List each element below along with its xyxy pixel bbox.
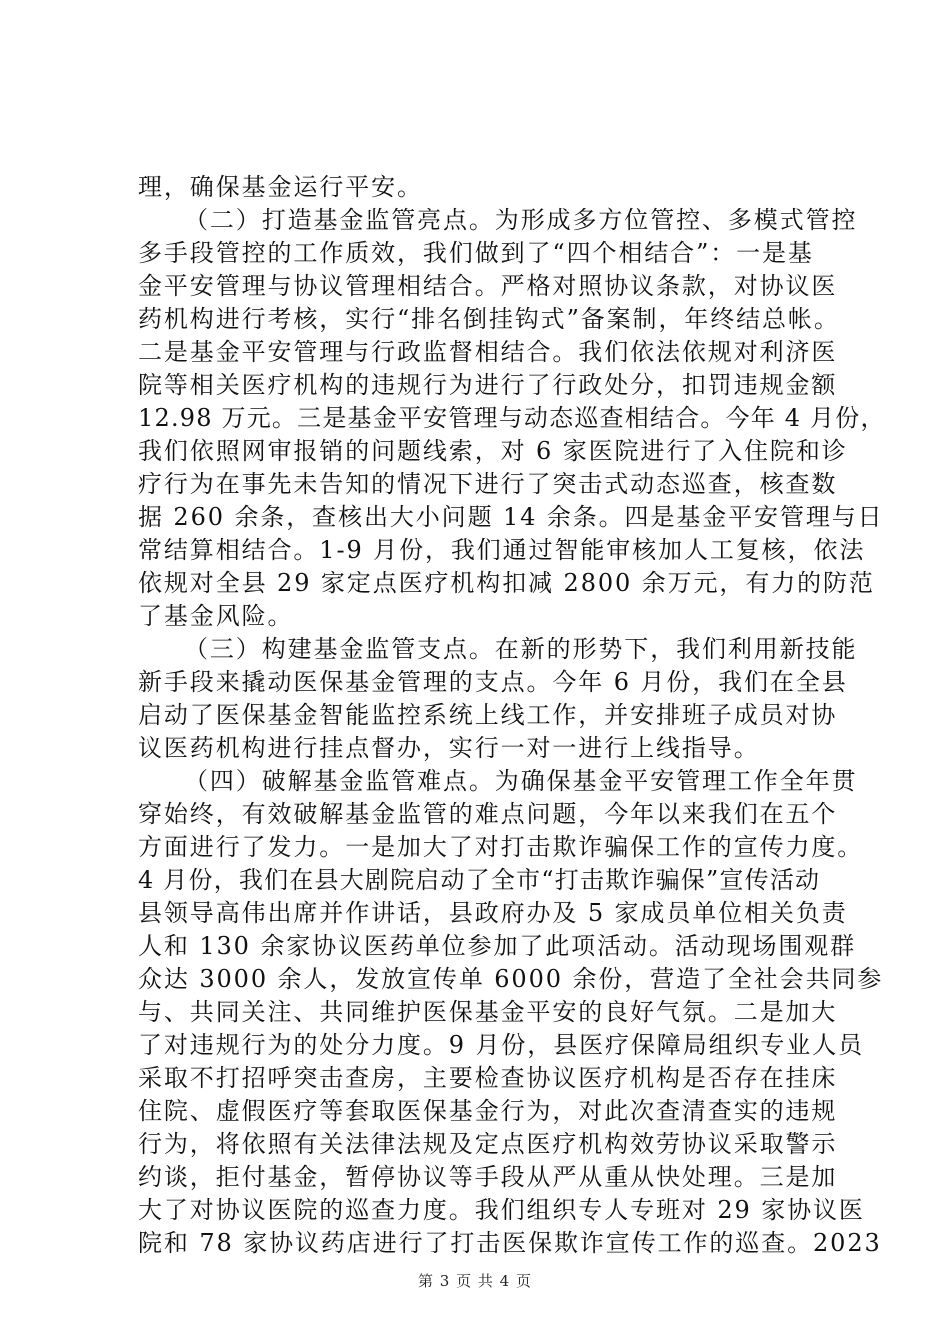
text-line: 疗行为在事先未告知的情况下进行了突击式动态巡查，核查数 (138, 470, 838, 498)
body-text (138, 171, 886, 1260)
text-line: 众达 3000 余人，发放宣传单 6000 余份，营造了全社会共同参 (138, 965, 884, 993)
text-line: 了对违规行为的处分力度。9 月份，县医疗保障局组织专业人员 (138, 1031, 864, 1059)
text-line: 约谈，拒付基金，暂停协议等手段从严从重从快处理。三是加 (138, 1163, 838, 1191)
text-line: 议医药机构进行挂点督办，实行一对一进行上线指导。 (138, 734, 760, 762)
text-line: 二是基金平安管理与行政监督相结合。我们依法依规对利济医 (138, 338, 838, 366)
text-line: 院等相关医疗机构的违规行为进行了行政处分，扣罚违规金额 (138, 371, 838, 399)
text-line: 我们依照网审报销的问题线索，对 6 家医院进行了入住院和诊 (138, 437, 848, 465)
text-line: 采取不打招呼突击查房，主要检查协议医疗机构是否存在挂床 (138, 1064, 838, 1092)
text-line: 住院、虚假医疗等套取医保基金行为，对此次查清查实的违规 (138, 1097, 838, 1125)
text-line: 多手段管控的工作质效，我们做到了“四个相结合”：一是基 (138, 239, 814, 267)
text-line: 新手段来撬动医保基金管理的支点。今年 6 月份，我们在全县 (138, 668, 848, 696)
text-line: 依规对全县 29 家定点医疗机构扣减 2800 余万元，有力的防范 (138, 569, 875, 597)
text-line: 了基金风险。 (138, 602, 294, 630)
text-line: 县领导高伟出席并作讲话，县政府办及 5 家成员单位相关负责 (138, 899, 848, 927)
text-line: 与、共同关注、共同维护医保基金平安的良好气氛。二是加大 (138, 998, 838, 1026)
text-line: 据 260 余条，查核出大小问题 14 余条。四是基金平安管理与日 (138, 503, 884, 531)
text-line: 理，确保基金运行平安。 (138, 173, 423, 201)
paragraph-start-line: （三）构建基金监管支点。在新的形势下，我们利用新技能 (184, 635, 858, 663)
text-line: 启动了医保基金智能监控系统上线工作，并安排班子成员对协 (138, 701, 838, 729)
text-line: 行为，将依照有关法律法规及定点医疗机构效劳协议采取警示 (138, 1130, 838, 1158)
text-line: 金平安管理与协议管理相结合。严格对照协议条款，对协议医 (138, 272, 838, 300)
text-line: 穿始终，有效破解基金监管的难点问题，今年以来我们在五个 (138, 800, 838, 828)
paragraph-start-line: （二）打造基金监管亮点。为形成多方位管控、多模式管控 (184, 206, 858, 234)
text-line: 人和 130 余家协议医药单位参加了此项活动。活动现场围观群 (138, 932, 857, 960)
text-line: 12.98 万元。三是基金平安管理与动态巡查相结合。今年 4 月份， (138, 404, 886, 432)
text-line: 4 月份，我们在县大剧院启动了全市“打击欺诈骗保”宣传活动 (138, 866, 821, 894)
text-line: 大了对协议医院的巡查力度。我们组织专人专班对 29 家协议医 (138, 1196, 865, 1224)
page-number: 第 3 页 共 4 页 (418, 1272, 532, 1290)
text-line: 方面进行了发力。一是加大了对打击欺诈骗保工作的宣传力度。 (138, 833, 864, 861)
text-line: 常结算相结合。1-9 月份，我们通过智能审核加人工复核，依法 (138, 536, 866, 564)
text-line: 药机构进行考核，实行“排名倒挂钩式”备案制，年终结总帐。 (138, 305, 840, 333)
text-line: 院和 78 家协议药店进行了打击医保欺诈宣传工作的巡查。2023 (138, 1229, 882, 1257)
paragraph-start-line: （四）破解基金监管难点。为确保基金平安管理工作全年贯 (184, 767, 858, 795)
